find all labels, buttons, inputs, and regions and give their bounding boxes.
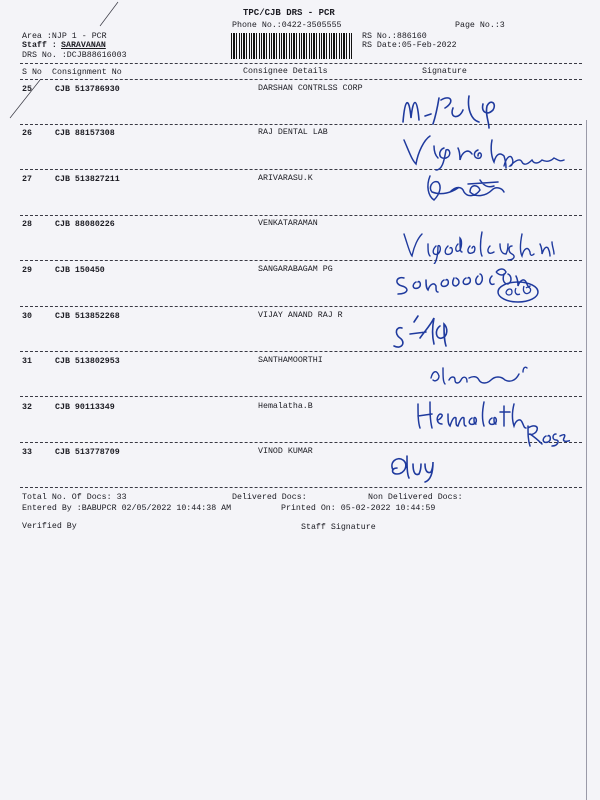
- edge-line: [586, 120, 587, 800]
- row-consignment: CJB 88157308: [55, 129, 115, 138]
- row-sno: 28: [22, 220, 32, 229]
- signature-row-28: [400, 228, 560, 264]
- entered-by: Entered By :BABUPCR 02/05/2022 10:44:38 AM: [22, 504, 232, 513]
- row-consignee: DARSHAN CONTRLSS CORP: [258, 84, 363, 93]
- row-consignee: ARIVARASU.K: [258, 174, 313, 183]
- table-end-rule: [20, 487, 582, 488]
- signature-row-25: [395, 90, 555, 130]
- column-consignee: Consignee Details: [243, 67, 328, 76]
- pen-mark: [0, 78, 60, 138]
- non-delivered-docs: Non Delivered Docs:: [368, 493, 463, 502]
- signature-row-30: [392, 312, 482, 352]
- row-consignee: SANTHAMOORTHI: [258, 356, 323, 365]
- header-rule-top: [20, 63, 582, 64]
- signature-row-31: [425, 360, 535, 390]
- total-docs: Total No. Of Docs: 33: [22, 493, 127, 502]
- delivered-docs: Delivered Docs:: [232, 493, 307, 502]
- column-consignment: Consignment No: [52, 68, 122, 77]
- rs-number: RS No.:886160: [362, 32, 427, 41]
- drs-number: DRS No. :DCJB88616003: [22, 51, 127, 60]
- header-rule-bottom: [20, 79, 582, 80]
- signature-row-27: [420, 170, 530, 204]
- column-signature: Signature: [422, 67, 467, 76]
- row-consignment: CJB 513827211: [55, 175, 120, 184]
- row-consignment: CJB 513852268: [55, 312, 120, 321]
- row-consignee: VINOD KUMAR: [258, 447, 313, 456]
- page-number: Page No.:3: [455, 21, 505, 30]
- signature-row-29: [392, 260, 562, 308]
- row-consignment: CJB 513802953: [55, 357, 120, 366]
- row-sno: 32: [22, 403, 32, 412]
- row-consignment: CJB 513786930: [55, 85, 120, 94]
- row-consignment: CJB 90113349: [55, 403, 115, 412]
- area-field: Area :NJP 1 - PCR: [22, 32, 107, 41]
- signature-row-32: [410, 396, 570, 456]
- row-consignee: Hemalatha.B: [258, 402, 313, 411]
- sheet-title: TPC/CJB DRS - PCR: [243, 8, 335, 18]
- verified-by: Verified By: [22, 522, 77, 531]
- printed-on: Printed On: 05-02-2022 10:44:59: [281, 504, 436, 513]
- row-sno: 27: [22, 175, 32, 184]
- row-consignee: RAJ DENTAL LAB: [258, 128, 328, 137]
- row-sno: 26: [22, 129, 32, 138]
- signature-row-33: [385, 450, 445, 484]
- row-divider: [20, 215, 582, 216]
- row-consignee: VENKATARAMAN: [258, 219, 318, 228]
- phone-number: Phone No.:0422-3505555: [232, 21, 342, 30]
- staff-signature: Staff Signature: [301, 523, 376, 532]
- row-sno: 33: [22, 448, 32, 457]
- row-sno: 29: [22, 266, 32, 275]
- row-sno: 25: [22, 85, 32, 94]
- signature-row-26: [400, 130, 570, 172]
- row-consignment: CJB 150450: [55, 266, 105, 275]
- barcode: [231, 33, 352, 59]
- column-sno: S No: [22, 68, 42, 77]
- staff-name: SARAVANAN: [61, 41, 106, 50]
- row-sno: 31: [22, 357, 32, 366]
- row-consignment: CJB 513778709: [55, 448, 120, 457]
- row-consignee: VIJAY ANAND RAJ R: [258, 311, 343, 320]
- pen-mark: [82, 0, 122, 30]
- row-sno: 30: [22, 312, 32, 321]
- row-divider: [20, 351, 582, 352]
- row-consignee: SANGARABAGAM PG: [258, 265, 333, 274]
- row-consignment: CJB 88080226: [55, 220, 115, 229]
- rs-date: RS Date:05-Feb-2022: [362, 41, 457, 50]
- staff-label: Staff :: [22, 41, 57, 50]
